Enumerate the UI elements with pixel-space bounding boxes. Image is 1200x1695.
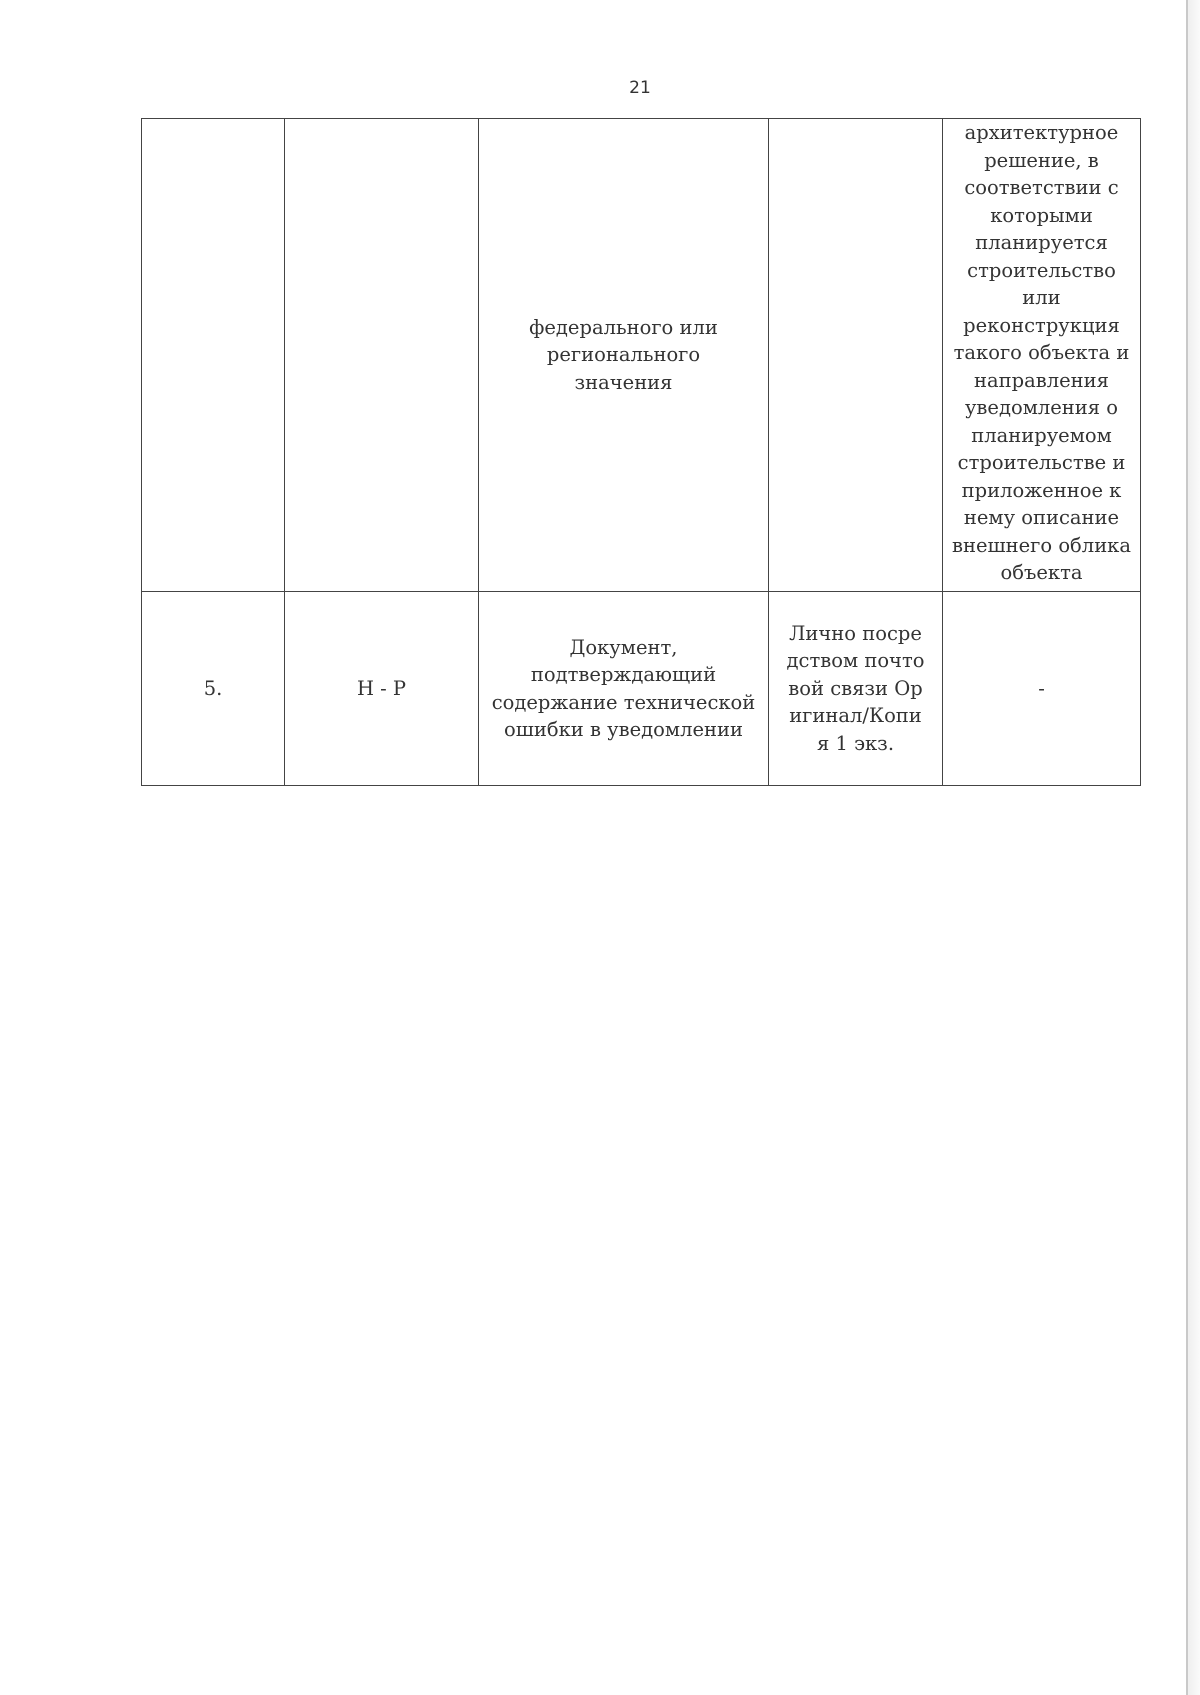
- document-table: [141, 118, 1141, 786]
- scan-page-edge: [1186, 0, 1200, 1695]
- document-name-text: федерального или регионального значения: [529, 315, 718, 394]
- row-number-cell: 5.: [142, 592, 285, 786]
- document-name-cell: [479, 119, 769, 592]
- note-text: архитектурное решение, в соответствии с которыми планируется строительство или реконструкция такого объекта и направления уведомления о планируемом строительстве и приложенное к нему описание внешнего облика объекта: [951, 121, 1131, 584]
- row-number-cell: [142, 119, 285, 592]
- submission-text: Лично посредством почтовой связи Оригинал/Копия 1 экз.: [786, 621, 925, 755]
- submission-cell: [769, 119, 943, 592]
- table-row: [142, 592, 1141, 786]
- table-row: [142, 119, 1141, 592]
- note-cell: [943, 119, 1141, 592]
- page-number: 21: [629, 78, 651, 98]
- note-cell: -: [943, 592, 1141, 786]
- code-cell: [285, 119, 479, 592]
- code-cell: Н - Р: [285, 592, 479, 786]
- document-name-text: Документ, подтверждающий содержание технической ошибки в уведомлении: [491, 635, 756, 741]
- document-name-cell: [479, 592, 769, 786]
- submission-cell: [769, 592, 943, 786]
